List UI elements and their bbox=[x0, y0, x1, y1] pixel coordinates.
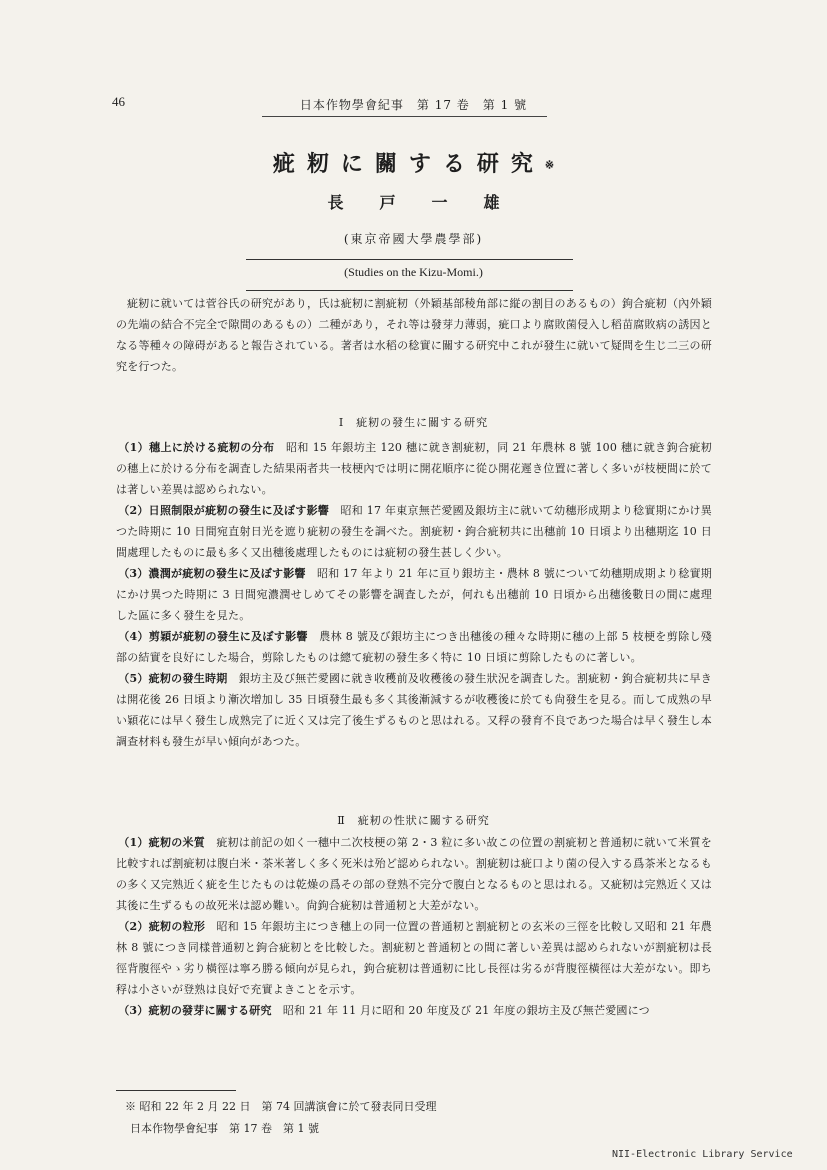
item-body: 昭和 15 年銀坊主 120 穗に就き割疵籾，同 21 年農林 8 號 100 穗に就き鉤合疵籾の穗上に於ける分布を調査した結果兩者共一枝梗內では明に開花順序に從ひ開花遲き位置に著しく多いが枝梗間に於ては著しい差異は認められない。 bbox=[116, 441, 713, 496]
intro-text: 疵籾に就いては菅谷氏の研究があり，氏は疵籾に割疵籾（外穎基部稜角部に縦の割目のあるもの）鉤合疵籾（內外穎の先端の結合不完全で隙間のあるもの）二種があり，それ等は發芽力薄弱，疵口より腐敗菌侵入し稻苗腐敗病の誘因となる等種々の障碍があると報告されている。著者は水稻の稔實に關する研究中これが發生に就いて疑問を生じ二三の研究を行つた。 bbox=[116, 297, 712, 373]
section-2-item bbox=[116, 1000, 712, 1021]
section-1-item bbox=[116, 500, 712, 563]
english-title: (Studies on the Kizu-Momi.) bbox=[344, 265, 483, 279]
item-lead: （2）日照制限が疵籾の發生に及ぼす影響 bbox=[118, 504, 330, 517]
item-lead: （1）穗上に於ける疵籾の分布 bbox=[118, 441, 275, 454]
item-body: 昭和 17 年東京無芒愛國及銀坊主に就いて幼穗形成期より稔實期にかけ異つた時期に 10 日間宛直射日光を遮り疵籾の發生を調べた。割疵籾・鉤合疵籾共に出穗前 10 日頃より出穗期迄 10 日間處理したものに最も多く又出穗後處理したものには疵籾の發生甚しく少い。 bbox=[116, 504, 712, 559]
item-body: 昭和 15 年銀坊主につき穗上の同一位置の普通籾と割疵籾との玄米の三徑を比較し又昭和 21 年農林 8 號につき同樣普通籾と鉤合疵籾とを比較した。割疵籾と普通籾との間に著しい差異は認められないが割疵籾は長徑背腹徑やゝ劣り橫徑は寧ろ勝る傾向が見られ，鉤合疵籾は普通籾に比し長徑は劣るが背腹徑橫徑は大差がない。即ち稃は小さいが登熟は良好で充實よきことを示す。 bbox=[116, 920, 712, 996]
affiliation: (東京帝國大學農學部) bbox=[343, 232, 484, 246]
item-lead: （5）疵籾の發生時期 bbox=[118, 672, 228, 685]
section-1-body bbox=[116, 437, 712, 752]
page-number: 46 bbox=[112, 94, 125, 109]
section-2-item bbox=[116, 832, 712, 916]
nii-watermark: NII-Electronic Library Service bbox=[612, 1149, 793, 1160]
item-body: 銀坊主及び無芒愛國に就き收穫前及收穫後の發生狀況を調査した。割疵籾・鉤合疵籾共に早きは開花後 26 日頃より漸次增加し 35 日頃發生最も多く其後漸減するが收穫後に於ても尙發生を見る。而して成熟の早い穎花には早く發生し成熟完了に近く又は完了後生ずるものと思はれる。又稃の發育不良であつた場合は早く發生し本調查材料も發生が早い傾向があつた。 bbox=[116, 672, 713, 748]
title-rule-top bbox=[246, 259, 573, 260]
header-rule bbox=[262, 116, 547, 117]
title-footnote-mark: ※ bbox=[544, 158, 555, 172]
footer-journal: 日本作物學會紀事 第 17 卷 第 1 號 bbox=[130, 1122, 319, 1135]
item-body: 昭和 21 年 11 月に昭和 20 年度及び 21 年度の銀坊主及び無芒愛國につ bbox=[282, 1004, 650, 1017]
item-body: 農林 8 號及び銀坊主につき出穗後の種々な時期に穗の上部 5 枝梗を剪除し殘部の結實を良好にした場合，剪除したものは總て疵籾の發生多く特に 10 日頃に剪除したものに著しい。 bbox=[116, 630, 712, 664]
section-1-item bbox=[116, 668, 712, 752]
title-text: 疵籾に關する研究 bbox=[272, 151, 545, 177]
item-body: 疵籾は前記の如く一穗中二次枝梗の第 2・3 粒に多い故この位置の割疵籾と普通籾に就いて米質を比較すれば割疵籾は腹白米・茶米著しく多く死米は殆ど認められない。割疵籾は疵口より菌の侵入する爲茶米となるもの多く又完熟近く疵を生じたものは乾燥の爲その部の登熟不完分で腹白となるものと思はれる。又疵籾は完熟近く又は其後に生ずるもの故死米は認め難い。尙鉤合疵籾は普通籾と大差がない。 bbox=[116, 836, 712, 912]
section-1-heading: Ⅰ 疵籾の發生に關する研究 bbox=[338, 416, 489, 429]
item-lead: （3）濃潤が疵籾の發生に及ぼす影響 bbox=[118, 567, 306, 580]
author: 長戸一雄 bbox=[327, 193, 536, 212]
paper-title bbox=[0, 147, 827, 178]
item-lead: （1）疵籾の米質 bbox=[118, 836, 206, 849]
section-1-item bbox=[116, 626, 712, 668]
footnote: ※ 昭和 22 年 2 月 22 日 第 74 回講演會に於て發表同日受理 bbox=[125, 1100, 437, 1113]
section-2-item bbox=[116, 916, 712, 1000]
item-lead: （3）疵籾の發芽に關する研究 bbox=[118, 1004, 272, 1017]
item-lead: （2）疵籾の粒形 bbox=[118, 920, 206, 933]
title-rule-bottom bbox=[246, 290, 573, 291]
footnote-rule bbox=[116, 1090, 236, 1091]
section-1-item bbox=[116, 563, 712, 626]
item-lead: （4）剪穎が疵籾の發生に及ぼす影響 bbox=[118, 630, 308, 643]
item-body: 昭和 17 年より 21 年に亘り銀坊主・農林 8 號について幼穗期成期より稔實期にかけ異つた時期に 3 日間宛濃潤せしめてその影響を調査したが，何れも出穗前 10 日頃から出穗後數日の間に處理した區に多く發生を見た。 bbox=[116, 567, 713, 622]
section-2-heading: Ⅱ 疵籾の性狀に關する研究 bbox=[337, 814, 490, 827]
journal-header: 日本作物學會紀事 第 17 卷 第 1 號 bbox=[299, 98, 528, 112]
section-2-body bbox=[116, 832, 712, 1021]
section-1-item bbox=[116, 437, 712, 500]
intro-paragraph bbox=[116, 293, 712, 377]
